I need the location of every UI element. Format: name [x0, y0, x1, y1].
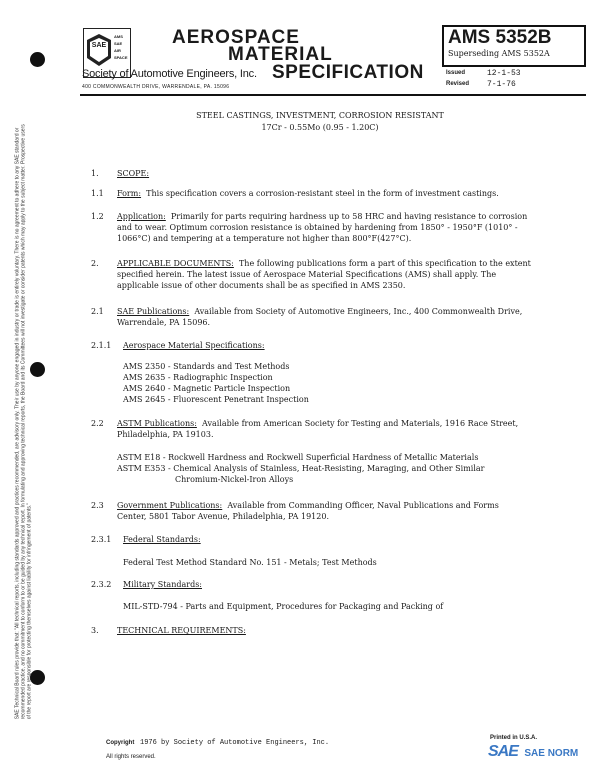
header-title-line3: SPECIFICATION	[272, 62, 424, 83]
list-item: AMS 2640 - Magnetic Particle Inspection	[123, 384, 291, 393]
society-address: 400 COMMONWEALTH DRIVE, WARRENDALE, PA. 15096	[82, 84, 230, 90]
side-disclaimer: SAE Technical Board rules provide that: "All technical reports, including standards approved and practices recommended, are advisory only. Their use by anyone engaged in industry or trade is entirely voluntary. There is no agreement to adhere to any SAE standard or recommended practice, and no commitment to conform to or be guided by any technical report. In formulating and approving technical reports, the Board and its Committees will not investigate or consider patents which may apply to the subject matter. Prospective users of the report are responsible for protecting themselves against liability for infringement of patents."	[14, 124, 34, 720]
revised-label: Revised	[446, 81, 470, 87]
society-name: Society of Automotive Engineers, Inc.	[82, 68, 257, 80]
header	[80, 25, 584, 95]
federal-standard-item: Federal Test Method Standard No. 151 - Metals; Test Methods	[123, 558, 377, 567]
footer-copyright: Copyright 1976 by Society of Automotive Engineers, Inc.	[106, 739, 330, 747]
section-2-2: 2.2 ASTM Publications: Available from American Society for Testing and Materials, 1916 Race Street, Philadelphia, PA 19103.	[91, 419, 519, 439]
list-item: ASTM E18 - Rockwell Hardness and Rockwell Superficial Hardness of Metallic Materials	[117, 453, 479, 462]
section-1: 1. SCOPE:	[91, 169, 150, 178]
footer-printed: Printed in U.S.A.	[490, 735, 538, 741]
section-3-title: TECHNICAL REQUIREMENTS:	[117, 626, 246, 635]
section-2-1: 2.1 SAE Publications: Available from Society of Automotive Engineers, Inc., 400 Commonwealth Drive, Warrendale, PA 15096.	[91, 307, 523, 327]
header-title-line1: AEROSPACE	[172, 27, 300, 48]
section-2-3-2: 2.3.2 Military Standards:	[91, 580, 202, 589]
revised-date: 7-1-76	[487, 80, 516, 89]
ams-list	[123, 361, 309, 405]
list-item: AMS 2635 - Radiographic Inspection	[123, 373, 273, 382]
logo-line-3: AIR	[114, 48, 121, 53]
section-3: 3. TECHNICAL REQUIREMENTS:	[91, 626, 246, 635]
logo-mark: SAE	[91, 42, 107, 49]
sae-norm-watermark	[488, 743, 578, 761]
doc-title-line2: 17Cr - 0.55Mo (0.95 - 1.20C)	[261, 123, 379, 132]
spec-number: AMS 5352B	[448, 27, 552, 48]
section-2: 2. APPLICABLE DOCUMENTS: The following publications form a part of this specification to the extent specified herein. The latest issue of Aerospace Material Specifications (AMS) shall apply. The applicable issue of other documents shall be as specified in AMS 2350.	[91, 259, 531, 290]
list-item: Chromium-Nickel-Iron Alloys	[175, 475, 294, 484]
doc-title-line1: STEEL CASTINGS, INVESTMENT, CORROSION RESISTANT	[196, 111, 444, 120]
footer-rights: All rights reserved.	[106, 754, 156, 760]
section-1-2: 1.2 Application: Primarily for parts requiring hardness up to 58 HRC and having resistance to corrosion and to wear. Optimum corrosion resistance is obtained by hardening from 1850° - 1950°F (1010° - 1066°C) and tempering at a temperature not higher than 800°F(427°C).	[91, 212, 528, 243]
issued-label: Issued	[446, 70, 466, 76]
binder-hole-top	[30, 52, 45, 67]
issued-date: 12-1-53	[487, 69, 521, 78]
list-item: ASTM E353 - Chemical Analysis of Stainless, Heat-Resisting, Maraging, and Other Similar	[117, 464, 485, 473]
section-1-1: 1.1 Form: This specification covers a corrosion-resistant steel in the form of investment castings.	[91, 189, 499, 198]
sae-norm-logo-icon: SAE	[488, 743, 518, 760]
military-standard-item: MIL-STD-794 - Parts and Equipment, Procedures for Packaging and Packing of	[123, 602, 444, 611]
header-title-line2: MATERIAL	[228, 44, 333, 65]
list-item: AMS 2350 - Standards and Test Methods	[123, 362, 290, 371]
watermark-text: SAE NORM	[524, 748, 579, 759]
list-item: AMS 2645 - Fluorescent Penetrant Inspection	[123, 395, 309, 404]
logo-line-4: SPACE	[114, 55, 128, 60]
header-rule	[80, 94, 586, 96]
logo-line-2: SAE	[114, 41, 123, 46]
section-1-title: SCOPE:	[117, 169, 150, 178]
section-2-3-1: 2.3.1 Federal Standards:	[91, 535, 201, 544]
astm-list	[117, 452, 485, 485]
superseding: Superseding AMS 5352A	[448, 49, 550, 58]
section-2-3: 2.3 Government Publications: Available from Commanding Officer, Naval Publications and Forms Center, 5801 Tabor Avenue, Philadelphia, PA 19120.	[91, 501, 499, 521]
logo-line-1: AMS	[114, 34, 123, 39]
section-2-1-1: 2.1.1 Aerospace Material Specifications:	[91, 341, 265, 350]
